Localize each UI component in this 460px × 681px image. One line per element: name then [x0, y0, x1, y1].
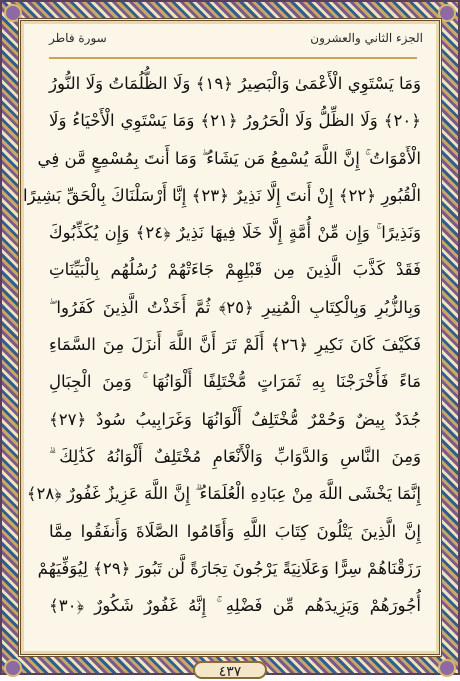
- text-line: فَقَدْ كَذَّبَ الَّذِينَ مِن قَبْلِهِمْ جَاءَتْهُمْ رُسُلُهُم بِالْبَيِّنَاتِ: [49, 260, 421, 280]
- page-number: ٤٣٧: [193, 661, 267, 679]
- text-line: إِنَّ الَّذِينَ يَتْلُونَ كِتَابَ اللَّهِ وَأَقَامُوا الصَّلَاةَ وَأَنفَقُوا مِمَّا: [49, 521, 421, 541]
- text-line: مَاءً فَأَخْرَجْنَا بِهِ ثَمَرَاتٍ مُّخْتَلِفًا أَلْوَانُهَا ۚ وَمِنَ الْجِبَالِ: [49, 372, 421, 392]
- text-line: الْقُبُورِ ﴿٢٢﴾ إِنْ أَنتَ إِلَّا نَذِيرٌ ﴿٢٣﴾ إِنَّا أَرْسَلْنَاكَ بِالْحَقِّ بَشِيرًا: [23, 185, 421, 205]
- text-line: وَمَا يَسْتَوِي الْأَعْمَىٰ وَالْبَصِيرُ ﴿١٩﴾ وَلَا الظُّلُمَاتُ وَلَا النُّورُ: [49, 74, 421, 93]
- text-line: إِنَّمَا يَخْشَى اللَّهَ مِنْ عِبَادِهِ الْعُلَمَاءُ ۗ إِنَّ اللَّهَ عَزِيزٌ غَفُورٌ ﴿٢٨﴾: [26, 484, 421, 504]
- text-line: وَنَذِيرًا ۚ وَإِن مِّنْ أُمَّةٍ إِلَّا خَلَا فِيهَا نَذِيرٌ ﴿٢٤﴾ وَإِن يُكَذِّبُوكَ: [49, 223, 421, 243]
- text-line: وَمِنَ النَّاسِ وَالدَّوَابِّ وَالْأَنْعَامِ مُخْتَلِفٌ أَلْوَانُهُ كَذَٰلِكَ ۗ: [49, 446, 421, 466]
- corner-ornament-bottom-left: [4, 659, 22, 677]
- text-line: أُجُورَهُمْ وَيَزِيدَهُم مِّن فَضْلِهِ ۚ إِنَّهُ غَفُورٌ شَكُورٌ ﴿٣٠﴾: [49, 596, 421, 616]
- corner-ornament-bottom-right: [438, 659, 456, 677]
- text-line: رَزَقْنَاهُمْ سِرًّا وَعَلَانِيَةً يَرْجُونَ تِجَارَةً لَّن تَبُورَ ﴿٢٩﴾ لِيُوَفِّيَهُمْ: [37, 558, 421, 578]
- header-divider: [49, 57, 417, 59]
- text-line: الْأَمْوَاتُ ۚ إِنَّ اللَّهَ يُسْمِعُ مَن يَشَاءُ ۖ وَمَا أَنتَ بِمُسْمِعٍ مَّن فِي: [37, 148, 421, 168]
- juz-title: الجزء الثاني والعشرون: [310, 31, 423, 45]
- surah-name: سورة فاطر: [49, 31, 107, 45]
- text-line: فَكَيْفَ كَانَ نَكِيرِ ﴿٢٦﴾ أَلَمْ تَرَ أَنَّ اللَّهَ أَنزَلَ مِنَ السَّمَاءِ: [49, 335, 421, 355]
- text-area: [18, 18, 442, 657]
- quran-text-lines: [23, 65, 421, 624]
- text-line: ﴿٢٠﴾ وَلَا الظِّلُّ وَلَا الْحَرُورُ ﴿٢١﴾ وَمَا يَسْتَوِي الْأَحْيَاءُ وَلَا: [49, 111, 421, 131]
- text-line: وَبِالزُّبُرِ وَبِالْكِتَابِ الْمُنِيرِ ﴿٢٥﴾ ثُمَّ أَخَذْتُ الَّذِينَ كَفَرُوا ۖ: [49, 297, 421, 317]
- page-header: [43, 23, 423, 53]
- text-line: جُدَدٌ بِيضٌ وَحُمْرٌ مُّخْتَلِفٌ أَلْوَانُهَا وَغَرَابِيبُ سُودٌ ﴿٢٧﴾: [49, 409, 421, 429]
